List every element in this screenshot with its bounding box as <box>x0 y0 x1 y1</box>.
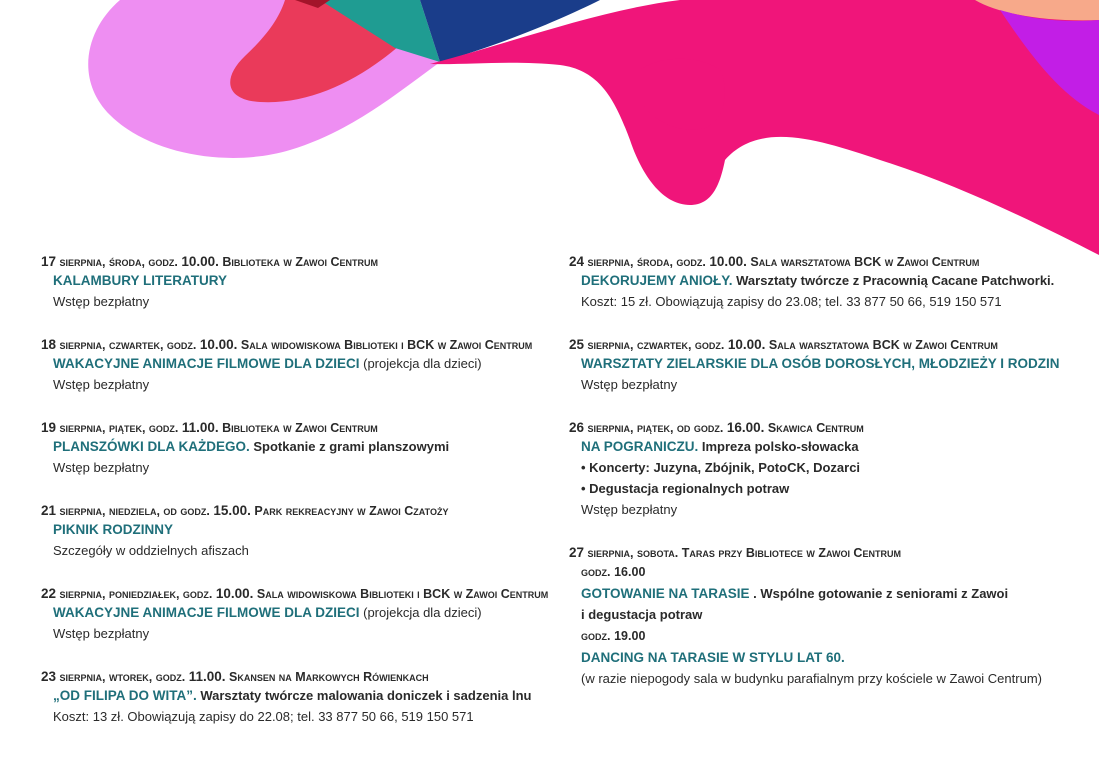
event-title: DEKORUJEMY ANIOŁY. <box>581 273 733 288</box>
event-header: 18 sierpnia, czwartek, godz. 10.00. Sala widowiskowa Biblioteki i BCK w Zawoi Centrum <box>41 337 533 352</box>
event-header: 21 sierpnia, niedziela, od godz. 15.00. Park rekreacyjny w Zawoi Czatoży <box>41 503 449 518</box>
event-23 <box>41 669 541 752</box>
event-note: Wstęp bezpłatny <box>53 377 150 392</box>
event-title: GOTOWANIE NA TARASIE <box>581 586 750 601</box>
event-18 <box>41 337 541 420</box>
event-title: NA POGRANICZU. <box>581 439 699 454</box>
event-title: KALAMBURY LITERATURY <box>53 273 227 288</box>
event-title-line-2 <box>569 647 1089 668</box>
bullet-concerts: • Koncerty: Juzyna, Zbójnik, PotoCK, Dozarci <box>581 460 861 475</box>
event-header: 19 sierpnia, piątek, godz. 11.00. Biblioteka w Zawoi Centrum <box>41 420 378 435</box>
event-note: (w razie niepogody sala w budynku parafialnym przy kościele w Zawoi Centrum) <box>581 671 1042 686</box>
event-desc-cont: i degustacja potraw <box>581 607 703 622</box>
event-title-line: GOTOWANIE NA TARASIE . Wspólne gotowanie z seniorami z Zawoi <box>581 586 1009 601</box>
event-19 <box>41 420 541 503</box>
time-16: godz. 16.00 <box>581 565 646 579</box>
event-header: 23 sierpnia, wtorek, godz. 11.00. Skansen na Markowych Rówienkach <box>41 669 429 684</box>
event-27 <box>569 545 1089 689</box>
event-title: WAKACYJNE ANIMACJE FILMOWE DLA DZIECI <box>53 356 360 371</box>
event-title-line <box>41 270 541 291</box>
event-26 <box>569 420 1089 545</box>
event-21 <box>41 503 541 586</box>
event-header: 17 sierpnia, środa, godz. 10.00. Biblioteka w Zawoi Centrum <box>41 254 379 269</box>
event-title: WAKACYJNE ANIMACJE FILMOWE DLA DZIECI <box>53 605 360 620</box>
event-header: 22 sierpnia, poniedziałek, godz. 10.00. Sala widowiskowa Biblioteki i BCK w Zawoi Centrum <box>41 586 549 601</box>
bullet-tasting: • Degustacja regionalnych potraw <box>581 481 790 496</box>
event-title-line: NA POGRANICZU. Impreza polsko-słowacka <box>581 439 859 454</box>
event-note: Wstęp bezpłatny <box>581 502 678 517</box>
event-24 <box>569 254 1089 337</box>
event-title: PLANSZÓWKI DLA KAŻDEGO. <box>53 439 250 454</box>
event-title: PIKNIK RODZINNY <box>53 522 174 537</box>
pink-wave-shape <box>430 0 1099 255</box>
event-note: Szczegóły w oddzielnych afiszach <box>53 543 249 558</box>
event-title-line: WAKACYJNE ANIMACJE FILMOWE DLA DZIECI (projekcja dla dzieci) <box>53 356 482 371</box>
event-25 <box>569 337 1089 420</box>
event-title-line: WAKACYJNE ANIMACJE FILMOWE DLA DZIECI (projekcja dla dzieci) <box>53 605 482 620</box>
event-note: Wstęp bezpłatny <box>53 294 150 309</box>
event-title-line <box>41 519 541 540</box>
event-note: Wstęp bezpłatny <box>53 626 150 641</box>
right-column <box>569 254 1089 689</box>
event-title: DANCING NA TARASIE W STYLU LAT 60. <box>581 650 845 665</box>
event-header: 24 sierpnia, środa, godz. 10.00. Sala warsztatowa BCK w Zawoi Centrum <box>569 254 980 269</box>
event-header: 27 sierpnia, sobota. Taras przy Bibliotece w Zawoi Centrum <box>569 545 901 560</box>
event-title-line: DEKORUJEMY ANIOŁY. Warsztaty twórcze z Pracownią Cacane Patchworki. <box>581 273 1055 288</box>
decorative-header-shapes <box>0 0 1099 260</box>
event-title-line: „OD FILIPA DO WITA”. Warsztaty twórcze malowania doniczek i sadzenia lnu <box>53 688 532 703</box>
time-19: godz. 19.00 <box>581 629 646 643</box>
event-17 <box>41 254 541 337</box>
left-column <box>41 254 549 752</box>
event-note: Koszt: 15 zł. Obowiązują zapisy do 23.08; tel. 33 877 50 66, 519 150 571 <box>581 294 1002 309</box>
event-note: Koszt: 13 zł. Obowiązują zapisy do 22.08; tel. 33 877 50 66, 519 150 571 <box>53 709 474 724</box>
event-title-line: PLANSZÓWKI DLA KAŻDEGO. Spotkanie z grami planszowymi <box>53 439 450 454</box>
event-title: WARSZTATY ZIELARSKIE DLA OSÓB DOROSŁYCH, MŁODZIEŻY I RODZIN <box>581 356 1060 371</box>
event-note: Wstęp bezpłatny <box>581 377 678 392</box>
event-note: Wstęp bezpłatny <box>53 460 150 475</box>
event-header: 25 sierpnia, czwartek, godz. 10.00. Sala warsztatowa BCK w Zawoi Centrum <box>569 337 998 352</box>
event-22 <box>41 586 549 669</box>
event-header: 26 sierpnia, piątek, od godz. 16.00. Skawica Centrum <box>569 420 864 435</box>
event-title-line <box>569 353 1089 374</box>
event-title: „OD FILIPA DO WITA”. <box>53 688 197 703</box>
